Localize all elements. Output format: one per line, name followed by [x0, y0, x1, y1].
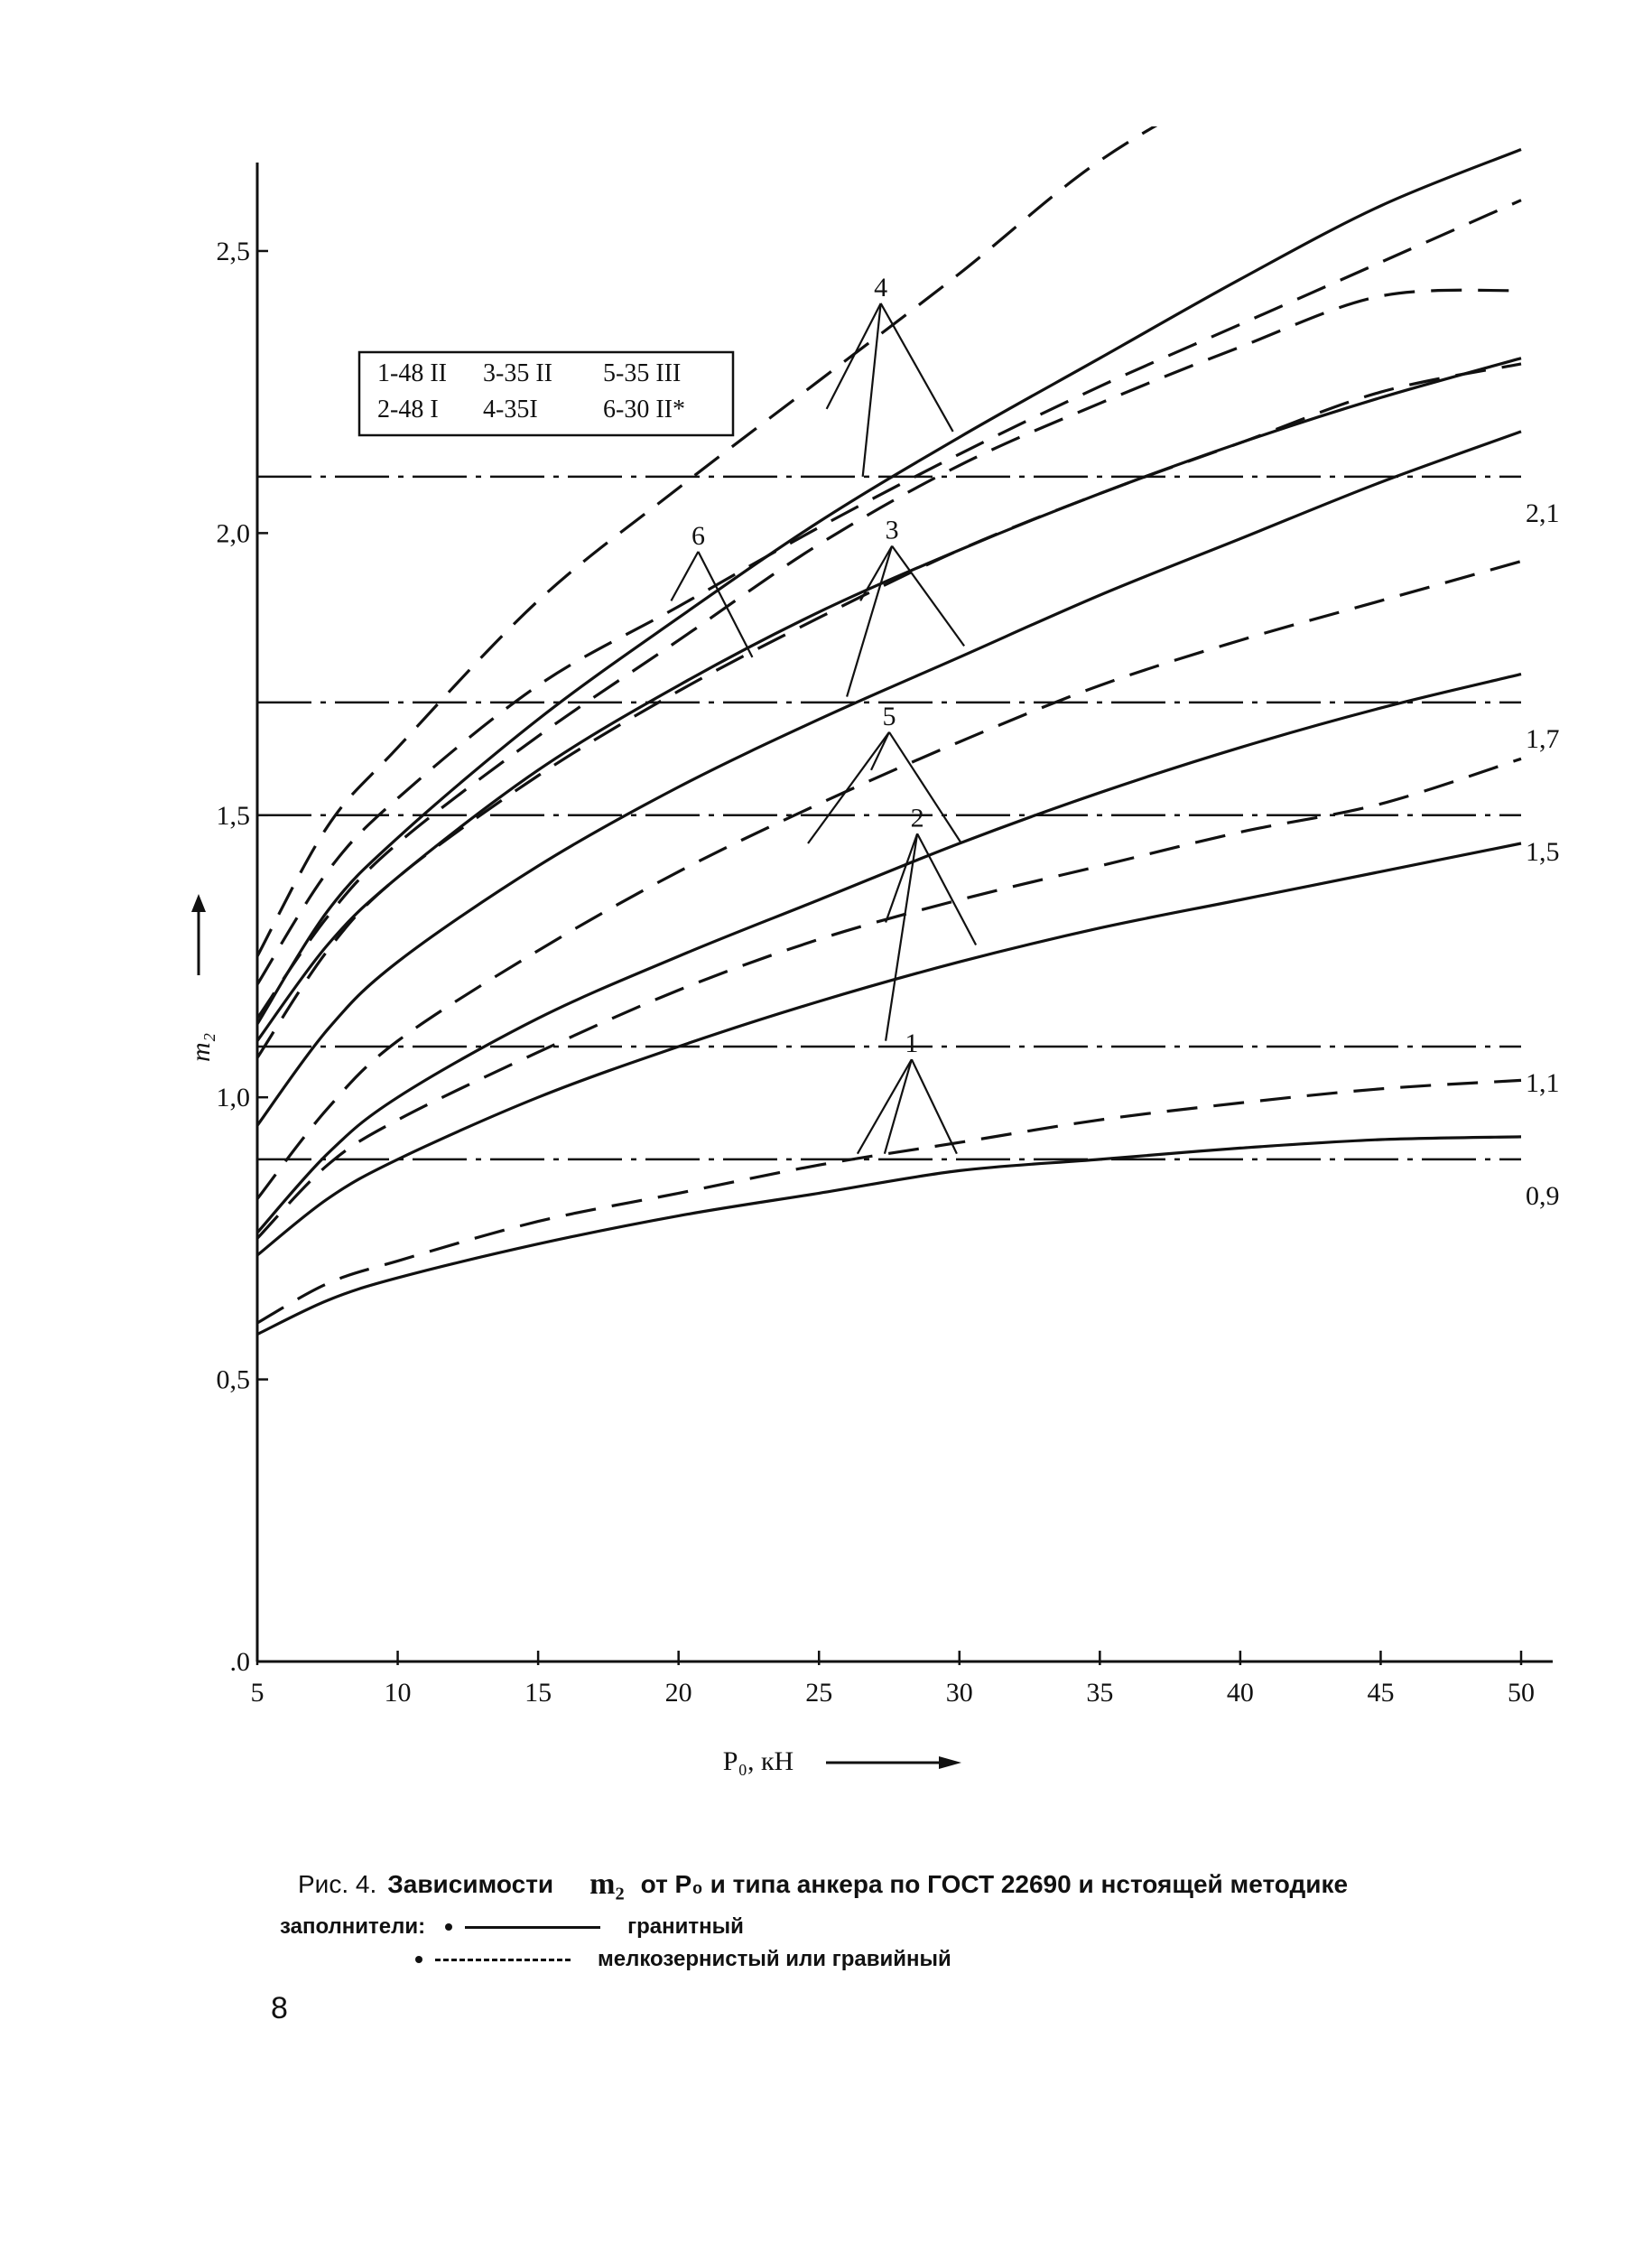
dashed-line-sample	[435, 1959, 571, 1961]
legend-entry: 1-48 II	[377, 359, 447, 387]
leader-line-2	[886, 833, 917, 922]
curve-1-solid	[257, 1137, 1521, 1335]
caption-m2: m₂	[589, 1867, 625, 1901]
leader-line-4	[827, 303, 881, 409]
curve-label-1: 1	[905, 1029, 919, 1059]
leader-line-3	[847, 546, 892, 697]
legend-entry: 4-35I	[483, 396, 538, 424]
y-axis-arrowhead	[191, 894, 206, 912]
curve-2-dashed	[257, 759, 1521, 1238]
x-tick-label: 30	[945, 1678, 973, 1708]
curve-6-solid	[257, 150, 1521, 1025]
curve-1-dashed	[257, 1080, 1521, 1323]
x-tick-label: 25	[805, 1678, 833, 1708]
curve-2-solid	[257, 843, 1521, 1255]
curve-label-2: 2	[910, 803, 924, 833]
leader-line-5	[889, 732, 961, 843]
x-tick-label: 10	[384, 1678, 412, 1708]
figure-caption	[280, 1867, 1562, 1976]
y-tick-label: 2,0	[216, 518, 250, 549]
curve-4-solid	[257, 358, 1521, 1041]
bullet-icon	[445, 1923, 452, 1931]
x-tick-label: 20	[664, 1678, 692, 1708]
curve-label-5: 5	[882, 701, 896, 731]
legend-entry: 5-35 III	[603, 359, 682, 387]
leader-line-2	[917, 833, 976, 945]
x-tick-label: 5	[250, 1678, 265, 1708]
y-tick-label: .0	[229, 1647, 250, 1677]
leader-line-3	[860, 546, 892, 601]
curve-label-3: 3	[885, 515, 899, 545]
curve-label-4: 4	[874, 272, 888, 303]
bullet-icon	[415, 1956, 422, 1963]
curve-label-6: 6	[691, 520, 705, 551]
page-number: 8	[271, 1991, 288, 2025]
caption-legend-dashed	[415, 1943, 1562, 1976]
y-tick-label: 1,5	[216, 800, 250, 831]
leader-line-4	[881, 303, 953, 432]
caption-legend-solid	[280, 1911, 1562, 1943]
caption-fillers-label: заполнители:	[280, 1914, 426, 1939]
y-tick-label: 1,0	[216, 1083, 250, 1113]
solid-line-sample	[465, 1926, 600, 1929]
caption-solid-label: гранитный	[627, 1914, 744, 1939]
x-axis-arrowhead	[939, 1756, 961, 1769]
reference-label: 0,9	[1526, 1180, 1560, 1211]
leader-line-6	[698, 552, 752, 657]
caption-text-2: от P₀ и типа анкера по ГОСТ 22690 и нстоящей методике	[640, 1870, 1349, 1898]
legend-entry: 3-35 II	[483, 359, 552, 387]
leader-line-6	[671, 552, 698, 600]
caption-title-line	[298, 1867, 1562, 1902]
caption-dashed-label: мелкозернистый или гравийный	[598, 1947, 951, 1971]
x-tick-label: 50	[1508, 1678, 1535, 1708]
caption-text-1: Зависимости	[387, 1870, 554, 1898]
leader-line-3	[892, 546, 964, 647]
x-tick-label: 45	[1367, 1678, 1395, 1708]
legend-box	[359, 352, 733, 435]
reference-label: 1,7	[1526, 723, 1560, 754]
x-tick-label: 40	[1226, 1678, 1254, 1708]
y-tick-label: 2,5	[216, 236, 250, 266]
y-axis-title: m₂	[186, 1032, 216, 1063]
leader-line-1	[885, 1059, 912, 1153]
reference-label: 2,1	[1526, 498, 1560, 528]
leader-line-1	[912, 1059, 957, 1153]
caption-prefix: Рис. 4.	[298, 1870, 377, 1898]
curve-5-solid	[257, 675, 1521, 1233]
y-tick-label: 0,5	[216, 1364, 250, 1395]
reference-label: 1,5	[1526, 836, 1560, 867]
legend-entry: 2-48 I	[377, 396, 439, 424]
reference-label: 1,1	[1526, 1067, 1560, 1098]
reference-lines	[257, 477, 1560, 1211]
leader-line-5	[808, 732, 889, 843]
leader-line-4	[863, 303, 881, 477]
x-axis-title: P₀, кН	[722, 1746, 794, 1776]
legend-entry: 6-30 II*	[603, 396, 685, 424]
x-tick-label: 15	[524, 1678, 552, 1708]
x-tick-label: 35	[1086, 1678, 1114, 1708]
leader-line-1	[858, 1059, 912, 1153]
leader-line-5	[871, 732, 889, 770]
